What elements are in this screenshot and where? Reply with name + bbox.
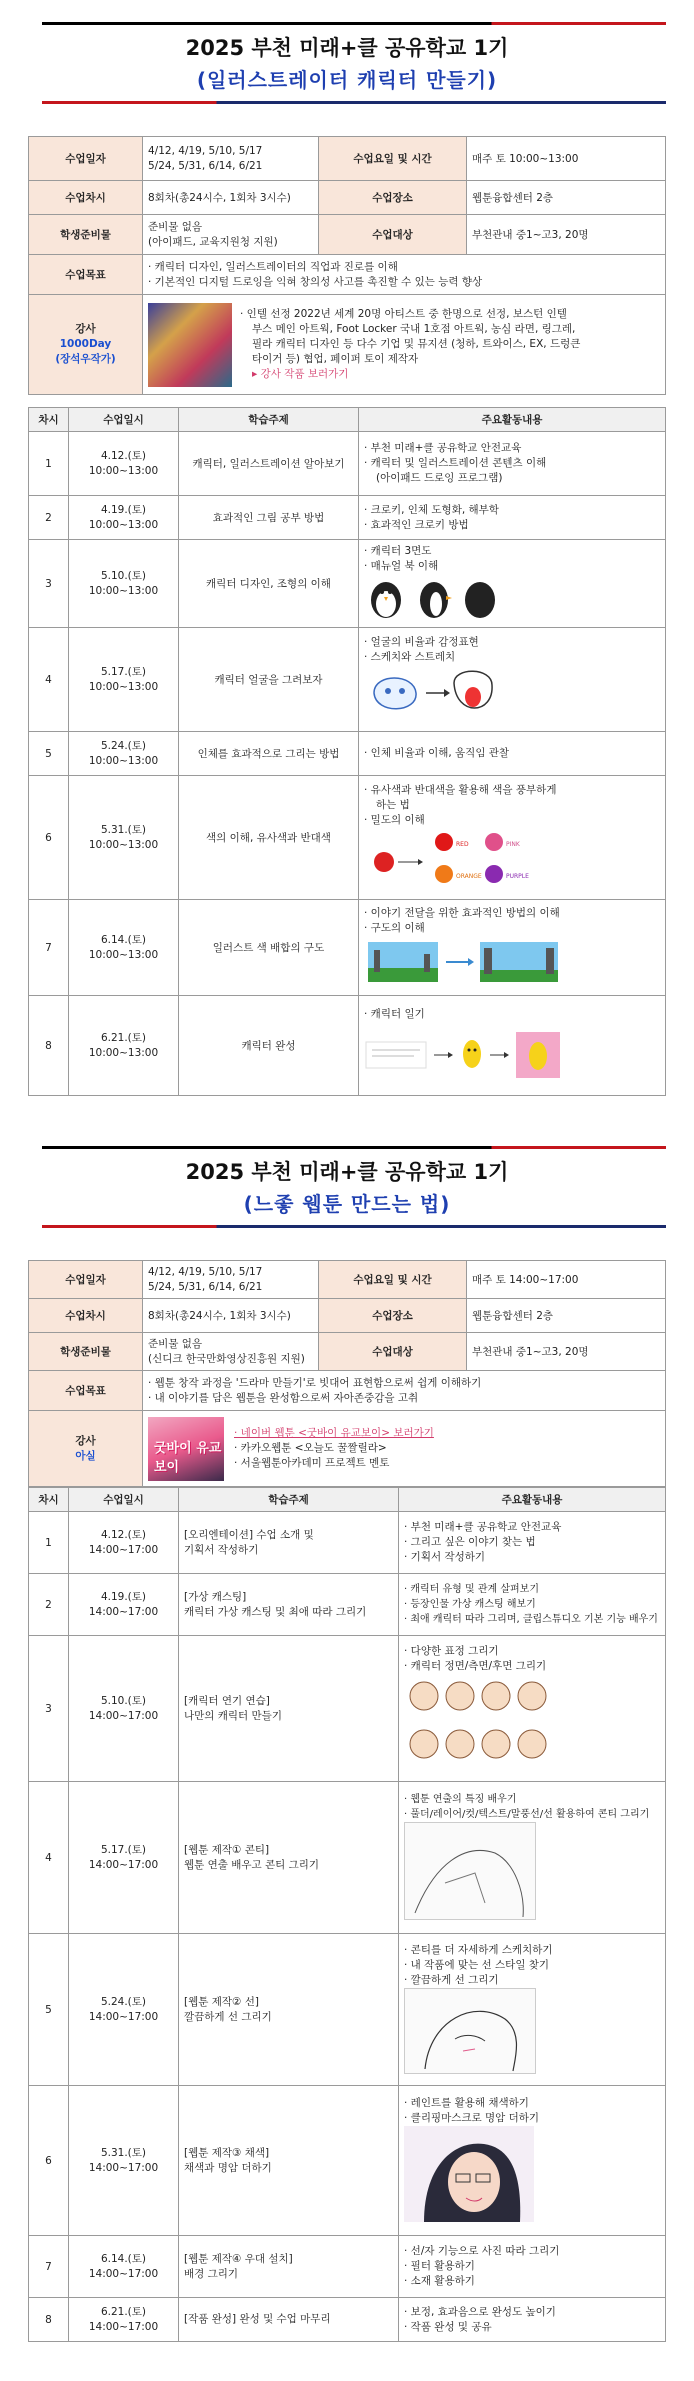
row-date: 6.14.(토) 14:00~17:00: [69, 2236, 179, 2298]
page-subtitle: (일러스트레이터 캐릭터 만들기): [196, 68, 498, 92]
row-activity: · 캐릭터 유형 및 관계 살펴보기 · 등장인물 가상 캐스팅 해보기 · 최애 캐릭터 따라 그리며, 클립스튜디오 기본 기능 배우기: [399, 1574, 666, 1636]
page-title: 2025 부천 미래+클 공유학교 1기: [185, 36, 509, 60]
label-instructor: 강사 1000Day (장석우작가): [29, 295, 143, 395]
storyboard-sketch-illustration: [404, 1822, 536, 1920]
label-day-time: 수업요일 및 시간: [319, 1261, 467, 1299]
header-top-rule: [42, 22, 666, 25]
character-expression-sheet-illustration: [404, 1674, 554, 1770]
label-instructor: 강사 아실: [29, 1411, 143, 1487]
label-place: 수업장소: [319, 1299, 467, 1333]
row-topic: [웹툰 제작① 콘티] 웹툰 연출 배우고 콘티 그리기: [179, 1782, 399, 1934]
row-activity: · 캐릭터 일기: [359, 996, 666, 1096]
table-row: [29, 432, 666, 496]
row-topic: 캐릭터 디자인, 조형의 이해: [179, 540, 359, 628]
row-no: 1: [29, 1512, 69, 1574]
label-target: 수업대상: [319, 215, 467, 255]
row-date: 6.14.(토) 10:00~13:00: [69, 900, 179, 996]
instructor-bio: 굿바이 유교보이 · 네이버 웹툰 <굿바이 유교보이> 보러가기 · 카카오웹툰 <오늘도 꿀짤릴라> · 서울웹툰아카데미 프로젝트 멘토: [143, 1411, 666, 1487]
label-goal: 수업목표: [29, 1371, 143, 1411]
row-date: 4.12.(토) 10:00~13:00: [69, 432, 179, 496]
row-date: 5.17.(토) 10:00~13:00: [69, 628, 179, 732]
header-bottom-rule: [42, 1225, 666, 1228]
apple-color-illustration: [364, 828, 544, 890]
table-row: [29, 1636, 666, 1782]
row-no: 3: [29, 1636, 69, 1782]
row-no: 8: [29, 2298, 69, 2342]
col-header-topic: 학습주제: [179, 1488, 399, 1512]
naver-webtoon-link[interactable]: · 네이버 웹툰 <굿바이 유교보이> 보러가기: [234, 1427, 434, 1439]
section-illustrator: [28, 18, 666, 1096]
instructor-subname: (장석우작가): [55, 353, 116, 365]
row-activity: · 부천 미래+클 공유학교 안전교육 · 캐릭터 및 일러스트레이션 콘텐츠 이해 (아이패드 드로잉 프로그램): [359, 432, 666, 496]
value-day-time: 매주 토 14:00~17:00: [467, 1261, 666, 1299]
row-activity: · 크로키, 인체 도형화, 해부학 · 효과적인 크로키 방법: [359, 496, 666, 540]
row-topic: [작품 완성] 완성 및 수업 마무리: [179, 2298, 399, 2342]
apple-label: RED: [456, 840, 469, 848]
label-day-time: 수업요일 및 시간: [319, 137, 467, 181]
table-row: [29, 900, 666, 996]
penguin-character-illustration: [364, 574, 514, 620]
value-goal: · 웹툰 창작 과정을 '드라마 만들기'로 빗대어 표현함으로써 쉽게 이해하기 · 내 이야기를 담은 웹툰을 완성함으로써 자아존중감을 고취: [143, 1371, 666, 1411]
course-info-table: [28, 1260, 666, 1487]
table-row: [29, 2298, 666, 2342]
row-date: 5.24.(토) 10:00~13:00: [69, 732, 179, 776]
value-place: 웹툰융합센터 2층: [467, 181, 666, 215]
row-date: 6.21.(토) 14:00~17:00: [69, 2298, 179, 2342]
label-place: 수업장소: [319, 181, 467, 215]
character-diary-illustration: [364, 1022, 584, 1082]
value-place: 웹툰융합센터 2층: [467, 1299, 666, 1333]
value-target: 부천관내 중1~고3, 20명: [467, 215, 666, 255]
label-sessions: 수업차시: [29, 1299, 143, 1333]
row-topic: [가상 캐스팅] 캐릭터 가상 캐스팅 및 최애 따라 그리기: [179, 1574, 399, 1636]
label-date: 수업일자: [29, 1261, 143, 1299]
col-header-activity: 주요활동내용: [359, 408, 666, 432]
webtoon-cover-image: 굿바이 유교보이: [148, 1417, 224, 1481]
page-title: 2025 부천 미래+클 공유학교 1기: [185, 1160, 509, 1184]
row-topic: [웹툰 제작③ 채색] 채색과 명암 더하기: [179, 2086, 399, 2236]
header-bottom-rule: [42, 101, 666, 104]
row-activity: · 이야기 전달을 위한 효과적인 방법의 이해 · 구도의 이해: [359, 900, 666, 996]
value-prep: 준비물 없음 (신디크 한국만화영상진흥원 지원): [143, 1333, 319, 1371]
row-no: 8: [29, 996, 69, 1096]
row-no: 4: [29, 1782, 69, 1934]
row-date: 5.31.(토) 14:00~17:00: [69, 2086, 179, 2236]
page-subtitle: (느좋 웹툰 만드는 법): [243, 1192, 451, 1216]
row-no: 3: [29, 540, 69, 628]
label-goal: 수업목표: [29, 255, 143, 295]
row-activity: · 콘티를 더 자세하게 스케치하기 · 내 작품에 맞는 선 스타일 찾기 · 깔끔하게 선 그리기: [399, 1934, 666, 2086]
row-no: 5: [29, 1934, 69, 2086]
row-topic: [웹툰 제작② 선] 깔끔하게 선 그리기: [179, 1934, 399, 2086]
apple-label: ORANGE: [456, 872, 482, 880]
header-top-rule: [42, 1146, 666, 1149]
row-activity: · 보정, 효과음으로 완성도 높이기 · 작품 완성 및 공유: [399, 2298, 666, 2342]
row-no: 7: [29, 900, 69, 996]
value-target: 부천관내 중1~고3, 20명: [467, 1333, 666, 1371]
value-date: 4/12, 4/19, 5/10, 5/17 5/24, 5/31, 6/14, 6/21: [143, 137, 319, 181]
table-row: [29, 1574, 666, 1636]
value-date: 4/12, 4/19, 5/10, 5/17 5/24, 5/31, 6/14, 6/21: [143, 1261, 319, 1299]
label-date: 수업일자: [29, 137, 143, 181]
table-row: [29, 1934, 666, 2086]
row-activity: · 부천 미래+클 공유학교 안전교육 · 그리고 싶은 이야기 찾는 법 · 기획서 작성하기: [399, 1512, 666, 1574]
row-no: 7: [29, 2236, 69, 2298]
row-activity: · 인체 비율과 이해, 움직임 관찰: [359, 732, 666, 776]
row-topic: 인체를 효과적으로 그리는 방법: [179, 732, 359, 776]
section-header: [28, 1142, 666, 1230]
table-row: [29, 628, 666, 732]
table-row: [29, 1512, 666, 1574]
table-row: [29, 496, 666, 540]
col-header-date: 수업일시: [69, 408, 179, 432]
label-sessions: 수업차시: [29, 181, 143, 215]
colored-character-illustration: [404, 2126, 534, 2222]
apple-label: PURPLE: [506, 872, 529, 880]
instructor-artwork-image: [148, 303, 232, 387]
table-row: [29, 732, 666, 776]
row-activity: · 유사색과 반대색을 활용해 색을 풍부하게 하는 법 · 밀도의 이해 RED PINK ORANGE PURPLE: [359, 776, 666, 900]
label-prep: 학생준비물: [29, 1333, 143, 1371]
row-activity: · 선/자 기능으로 사진 따라 그리기 · 필터 활용하기 · 소재 활용하기: [399, 2236, 666, 2298]
row-topic: 일러스트 색 배합의 구도: [179, 900, 359, 996]
row-date: 5.24.(토) 14:00~17:00: [69, 1934, 179, 2086]
row-no: 6: [29, 2086, 69, 2236]
col-header-date: 수업일시: [69, 1488, 179, 1512]
row-topic: 효과적인 그림 공부 방법: [179, 496, 359, 540]
table-row: [29, 540, 666, 628]
row-topic: 색의 이해, 유사색과 반대색: [179, 776, 359, 900]
row-date: 6.21.(토) 10:00~13:00: [69, 996, 179, 1096]
line-drawing-illustration: [404, 1988, 536, 2074]
row-no: 2: [29, 1574, 69, 1636]
row-topic: [캐릭터 연기 연습] 나만의 캐릭터 만들기: [179, 1636, 399, 1782]
schedule-table: [28, 1487, 666, 2342]
row-date: 5.31.(토) 10:00~13:00: [69, 776, 179, 900]
instructor-name: 1000Day: [59, 338, 112, 350]
col-header-activity: 주요활동내용: [399, 1488, 666, 1512]
row-date: 4.19.(토) 10:00~13:00: [69, 496, 179, 540]
row-no: 1: [29, 432, 69, 496]
course-info-table: [28, 136, 666, 395]
row-date: 4.19.(토) 14:00~17:00: [69, 1574, 179, 1636]
row-topic: [오리엔테이션] 수업 소개 및 기획서 작성하기: [179, 1512, 399, 1574]
row-topic: [웹툰 제작④ 우대 설치] 배경 그리기: [179, 2236, 399, 2298]
schedule-table: [28, 407, 666, 1096]
table-row: [29, 2236, 666, 2298]
row-date: 5.17.(토) 14:00~17:00: [69, 1782, 179, 1934]
row-activity: · 웹툰 연출의 특징 배우기 · 풀더/레이어/컷/텍스트/말풍선/선 활용하여 콘티 그리기: [399, 1782, 666, 1934]
view-works-link[interactable]: ▸ 강사 작품 보러가기: [252, 368, 349, 380]
col-header-no: 차시: [29, 1488, 69, 1512]
value-sessions: 8회차(총24시수, 1회차 3시수): [143, 181, 319, 215]
row-date: 4.12.(토) 14:00~17:00: [69, 1512, 179, 1574]
row-no: 5: [29, 732, 69, 776]
label-prep: 학생준비물: [29, 215, 143, 255]
value-goal: · 캐릭터 디자인, 일러스트레이터의 직업과 진로를 이해 · 기본적인 디지털 드로잉을 익혀 창의성 사고를 촉진할 수 있는 능력 향상: [143, 255, 666, 295]
value-day-time: 매주 토 10:00~13:00: [467, 137, 666, 181]
instructor-bio: · 인텔 선정 2022년 세계 20명 아티스트 중 한명으로 선정, 보스턴 인텔 부스 메인 아트웍, Foot Locker 국내 1호점 아트웍, 농심 라면, 링그레, 필라 캐릭터 디자인 등 다수 기업 및 뮤지션 (청하, 트와이스, EX, 드렁큰 타이거 등) 협업, 페이퍼 토이 제작자 ▸ 강사 작품 보러가기: [143, 295, 666, 395]
row-no: 4: [29, 628, 69, 732]
row-no: 2: [29, 496, 69, 540]
row-topic: 캐릭터, 일러스트레이션 알아보기: [179, 432, 359, 496]
row-activity: · 캐릭터 3면도 · 매뉴얼 북 이해: [359, 540, 666, 628]
row-no: 6: [29, 776, 69, 900]
col-header-no: 차시: [29, 408, 69, 432]
table-row: [29, 2086, 666, 2236]
section-webtoon: [28, 1142, 666, 2342]
table-row: [29, 776, 666, 900]
table-row: [29, 996, 666, 1096]
composition-illustration: [364, 936, 564, 986]
value-prep: 준비물 없음 (아이패드, 교육지원청 지원): [143, 215, 319, 255]
section-header: [28, 18, 666, 106]
row-topic: 캐릭터 완성: [179, 996, 359, 1096]
row-activity: · 다양한 표정 그리기 · 캐릭터 정면/측면/후면 그리기: [399, 1636, 666, 1782]
face-expression-illustration: [364, 665, 514, 721]
row-activity: · 레인트를 활용해 채색하기 · 클리핑마스크로 명암 더하기: [399, 2086, 666, 2236]
row-date: 5.10.(토) 10:00~13:00: [69, 540, 179, 628]
apple-label: PINK: [506, 840, 520, 848]
row-date: 5.10.(토) 14:00~17:00: [69, 1636, 179, 1782]
value-sessions: 8회차(총24시수, 1회차 3시수): [143, 1299, 319, 1333]
col-header-topic: 학습주제: [179, 408, 359, 432]
table-row: [29, 1782, 666, 1934]
label-target: 수업대상: [319, 1333, 467, 1371]
row-topic: 캐릭터 얼굴을 그려보자: [179, 628, 359, 732]
row-activity: · 얼굴의 비율과 감정표현 · 스케치와 스트레치: [359, 628, 666, 732]
instructor-name: 아실: [75, 1449, 96, 1462]
